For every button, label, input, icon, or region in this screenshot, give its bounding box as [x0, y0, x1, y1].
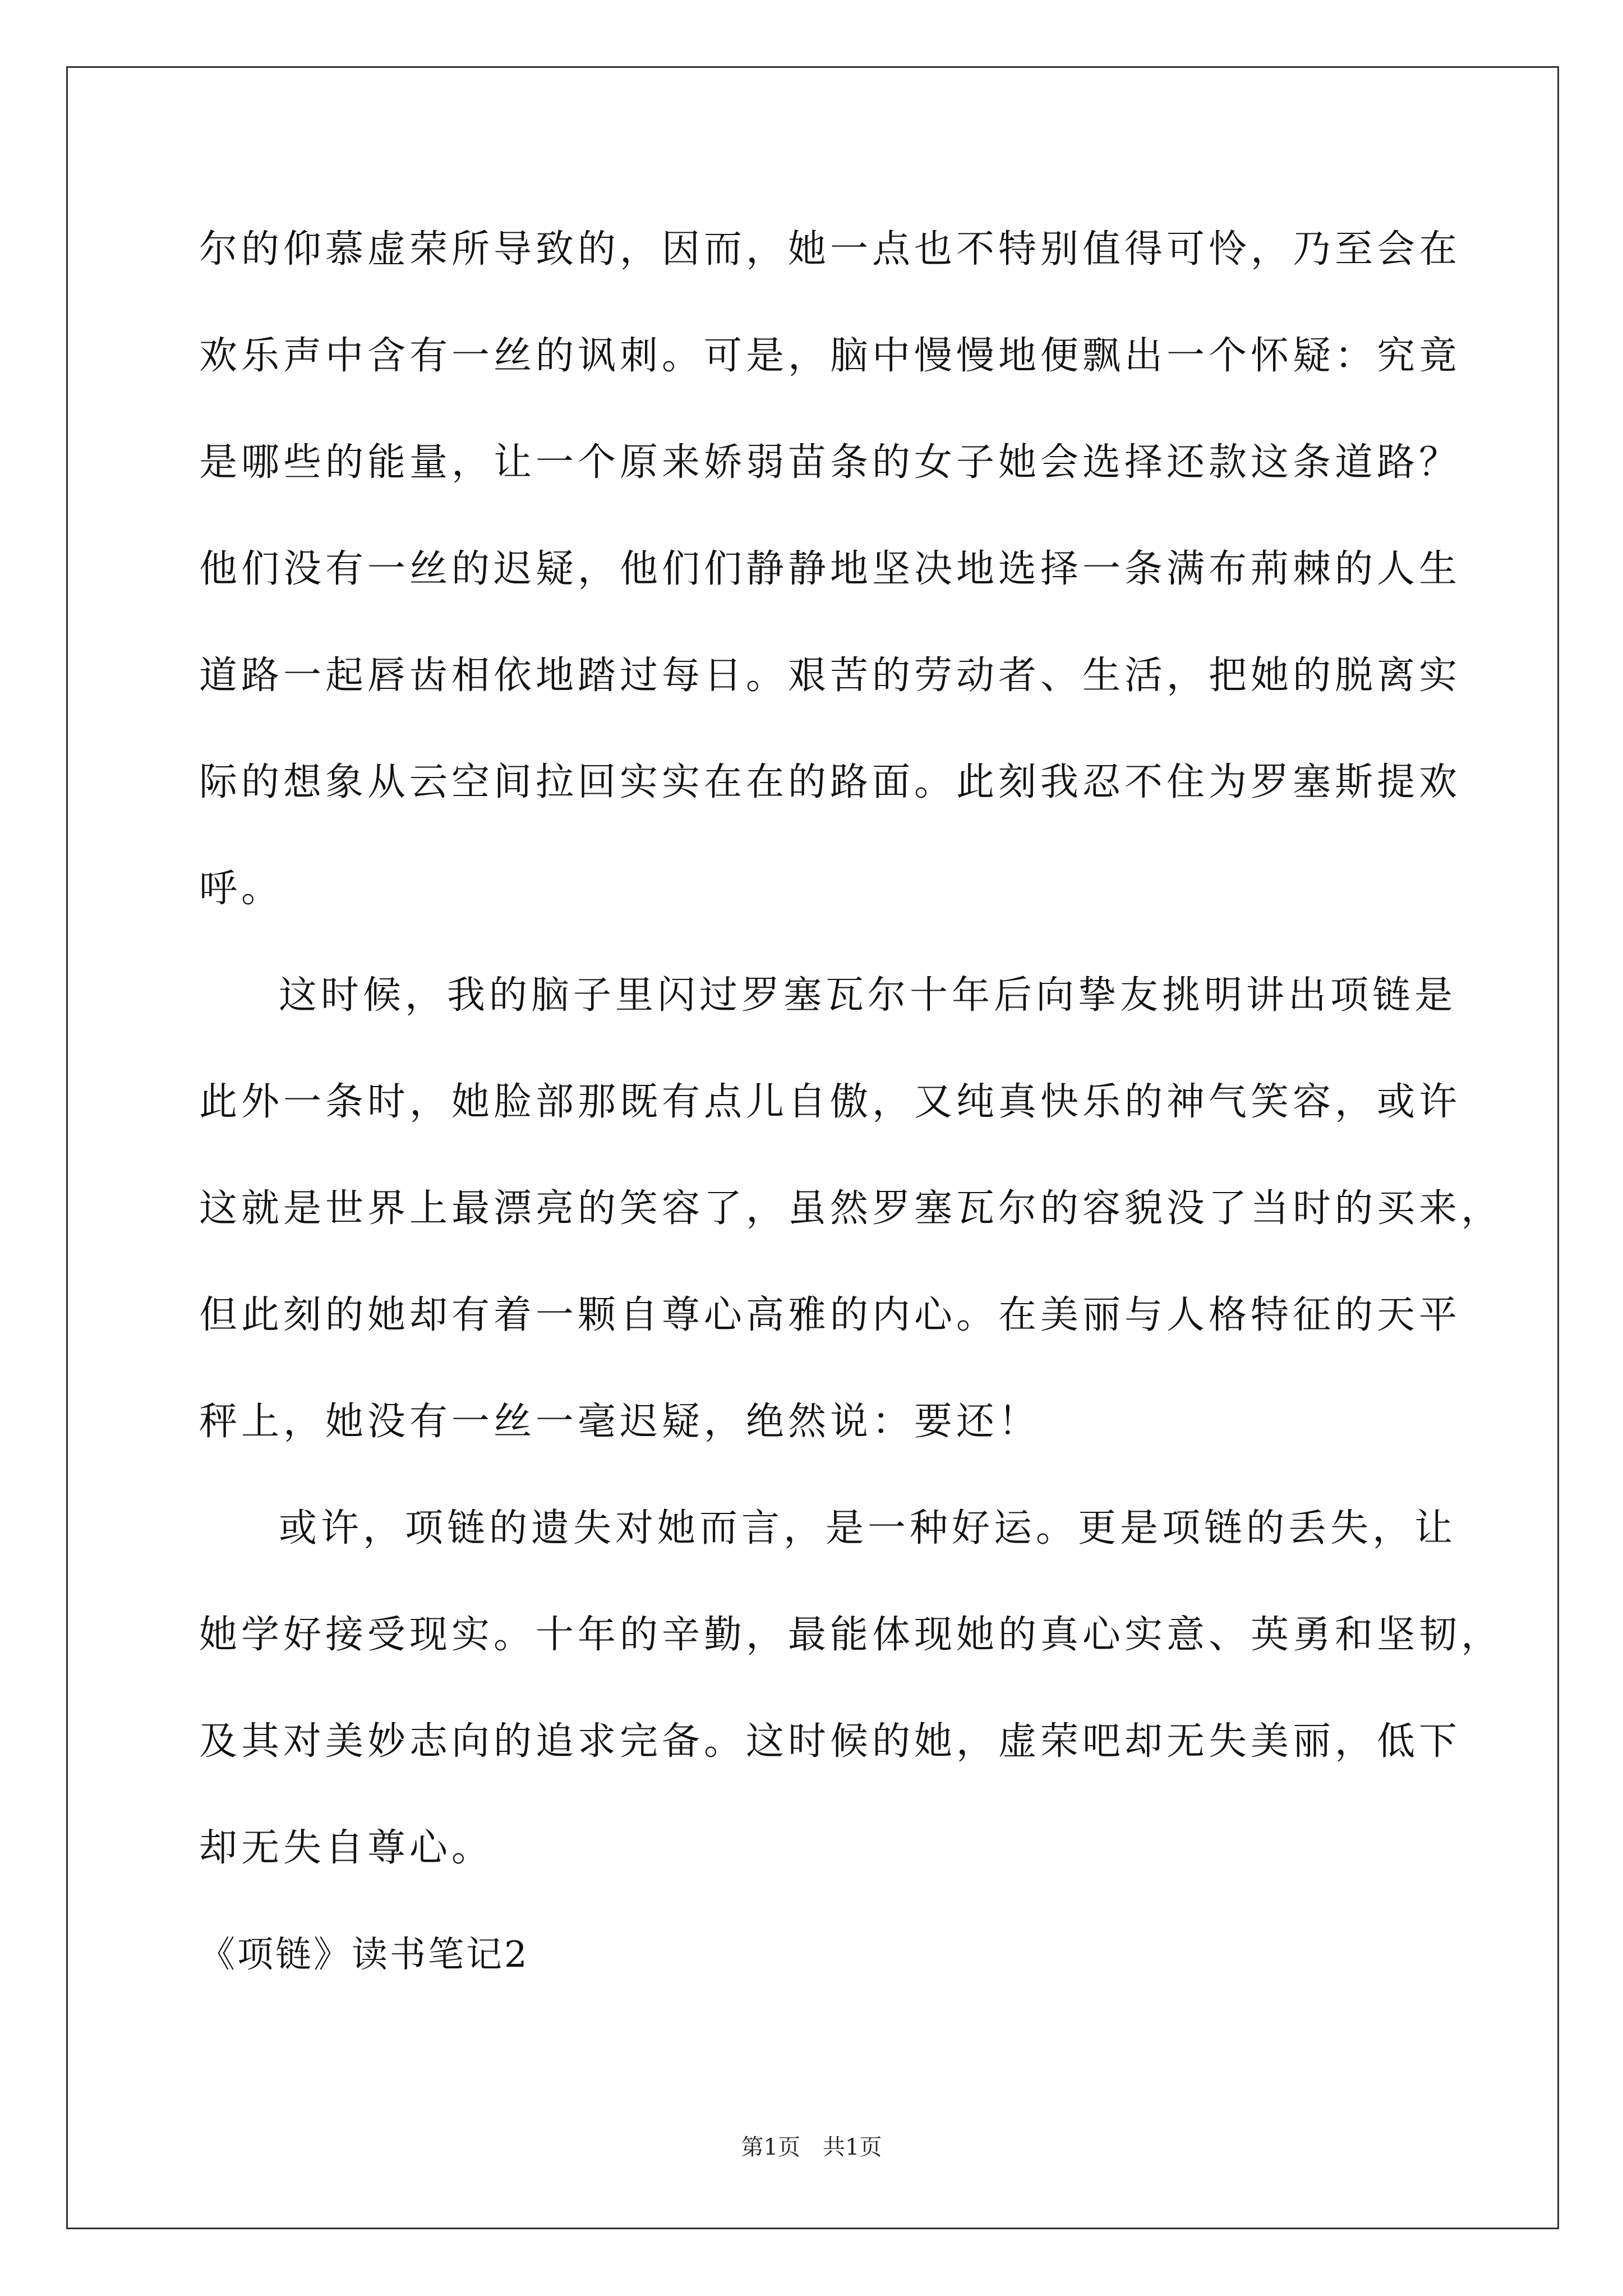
paragraph-line: 秤上，她没有一丝一毫迟疑，绝然说：要还！: [199, 1400, 1041, 1444]
paragraph-line: 此外一条时，她脸部那既有点儿自傲，又纯真快乐的神气笑容，或许: [199, 1080, 1461, 1124]
paragraph-line: 及其对美妙志向的追求完备。这时候的她，虚荣吧却无失美丽，低下: [199, 1719, 1461, 1764]
paragraph-line: 欢乐声中含有一丝的讽刺。可是，脑中慢慢地便飘出一个怀疑：究竟: [199, 334, 1461, 378]
paragraph-line: 他们没有一丝的迟疑，他们们静静地坚决地选择一条满布荊棘的人生: [199, 547, 1461, 591]
paragraph-line: 尔的仰慕虚荣所导致的，因而，她一点也不特别值得可怜，乃至会在: [199, 227, 1461, 272]
paragraph-line: 道路一起唇齿相依地踏过每日。艰苦的劳动者、生活，把她的脱离实: [199, 654, 1461, 698]
section-title: 《项链》读书笔记2: [199, 1934, 529, 1976]
paragraph-line: 这就是世界上最漂亮的笑容了，虽然罗塞瓦尔的容貌没了当时的买来，: [199, 1186, 1504, 1231]
paragraph-line: 这时候，我的脑子里闪过罗塞瓦尔十年后向挚友挑明讲出项链是: [279, 973, 1457, 1018]
paragraph-line: 却无失自尊心。: [199, 1826, 494, 1870]
page-footer: 第1页 共1页: [741, 2134, 882, 2160]
paragraph-line: 是哪些的能量，让一个原来娇弱苗条的女子她会选择还款这条道路？: [199, 440, 1461, 485]
paragraph-line: 呼。: [199, 867, 284, 911]
paragraph-line: 但此刻的她却有着一颗自尊心高雅的内心。在美丽与人格特征的天平: [199, 1293, 1461, 1337]
paragraph-line: 际的想象从云空间拉回实实在在的路面。此刻我忍不住为罗塞斯提欢: [199, 760, 1461, 804]
page-border: [66, 66, 1559, 2229]
paragraph-line: 她学好接受现实。十年的辛勤，最能体现她的真心实意、英勇和坚韧，: [199, 1613, 1504, 1657]
paragraph-line: 或许，项链的遗失对她而言，是一种好运。更是项链的丢失，让: [279, 1506, 1457, 1550]
